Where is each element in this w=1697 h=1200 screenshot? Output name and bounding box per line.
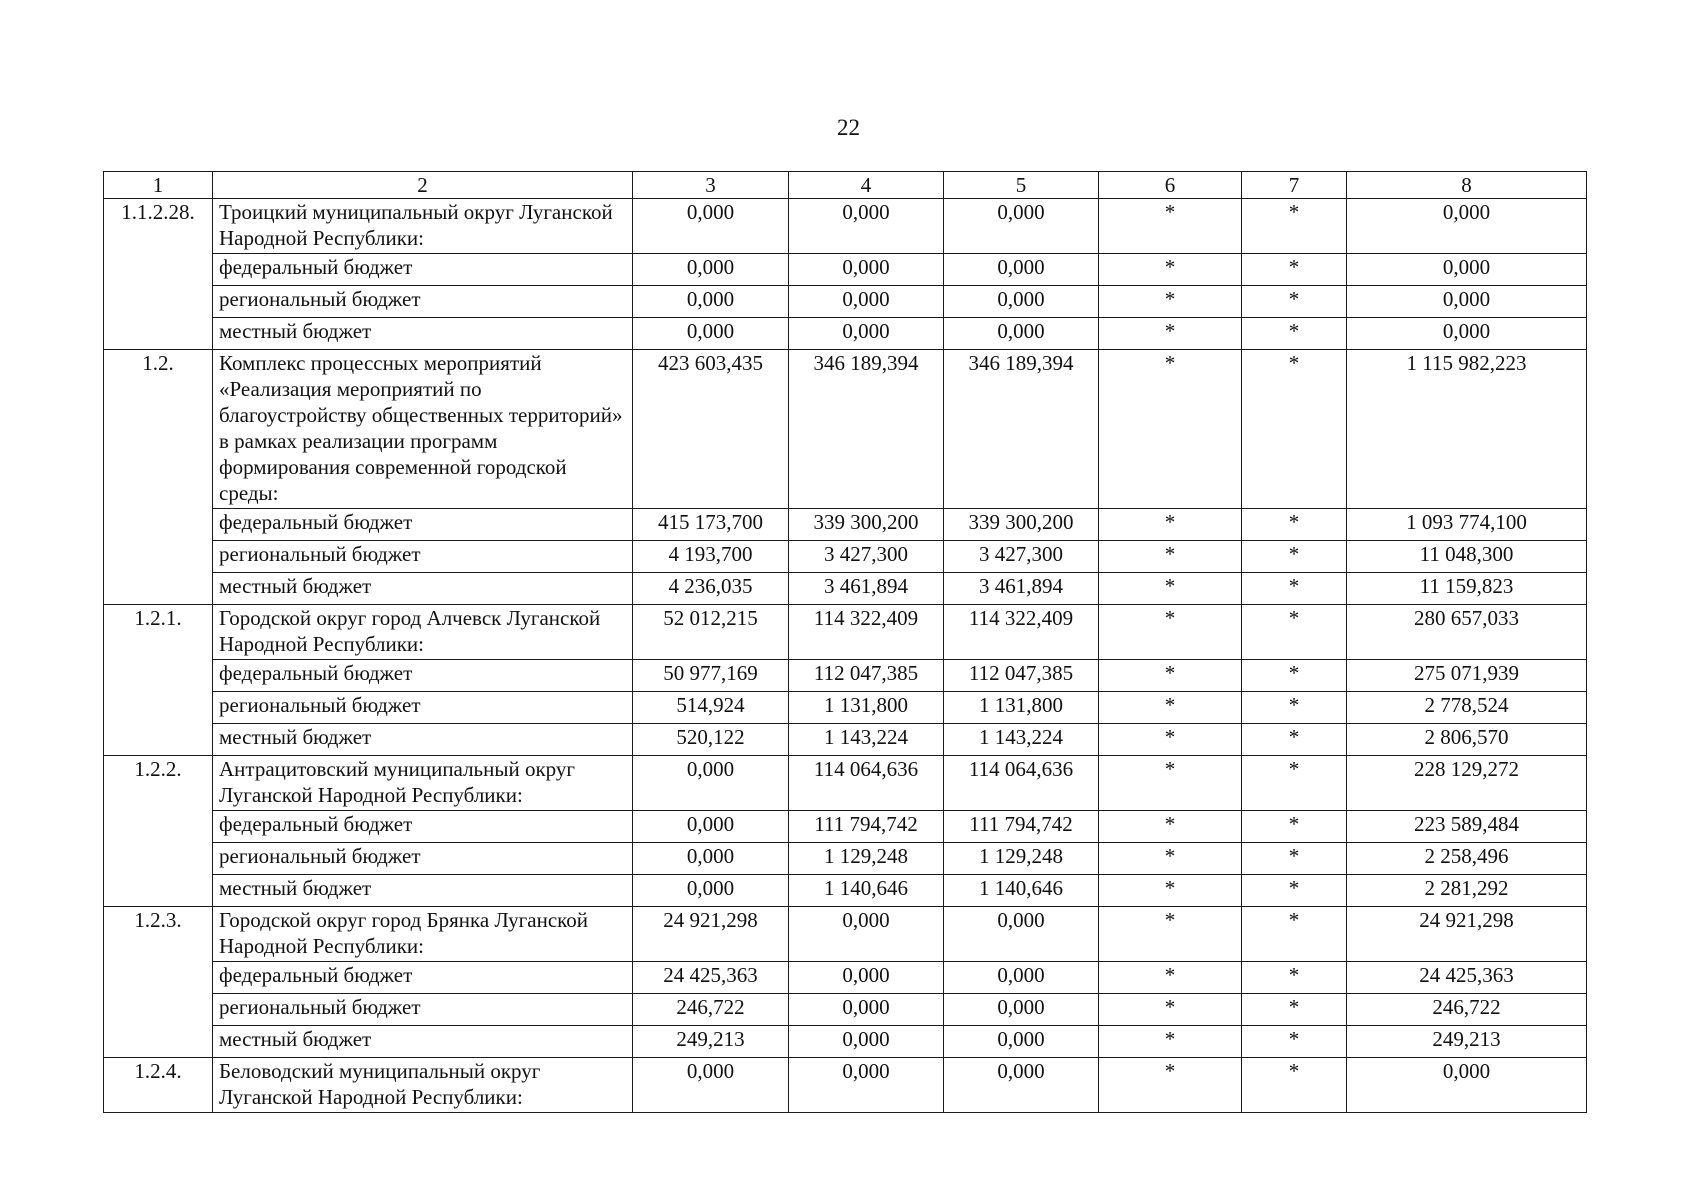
value-cell: * (1242, 199, 1347, 254)
total-cell: 1 115 982,223 (1347, 350, 1587, 509)
row-name: региональный бюджет (213, 541, 633, 573)
value-cell: 0,000 (633, 254, 789, 286)
column-header: 4 (789, 172, 944, 199)
table-row (104, 811, 1587, 843)
total-cell: 2 778,524 (1347, 692, 1587, 724)
value-cell: * (1099, 660, 1242, 692)
table-row (104, 843, 1587, 875)
table-row (104, 573, 1587, 605)
value-cell: 4 236,035 (633, 573, 789, 605)
value-cell: * (1242, 724, 1347, 756)
value-cell: 0,000 (944, 199, 1099, 254)
value-cell: 0,000 (789, 962, 944, 994)
value-cell: * (1099, 811, 1242, 843)
page-number: 22 (837, 115, 860, 140)
column-header: 1 (104, 172, 213, 199)
value-cell: 339 300,200 (944, 509, 1099, 541)
value-cell: * (1099, 286, 1242, 318)
row-name: региональный бюджет (213, 692, 633, 724)
total-cell: 0,000 (1347, 199, 1587, 254)
value-cell: 0,000 (789, 907, 944, 962)
table-row (104, 1026, 1587, 1058)
value-cell: 3 461,894 (789, 573, 944, 605)
value-cell: * (1099, 724, 1242, 756)
value-cell: * (1242, 994, 1347, 1026)
row-name: местный бюджет (213, 724, 633, 756)
value-cell: * (1242, 541, 1347, 573)
table-row (104, 605, 1587, 660)
row-name: федеральный бюджет (213, 962, 633, 994)
value-cell: 52 012,215 (633, 605, 789, 660)
total-cell: 0,000 (1347, 286, 1587, 318)
table-row (104, 318, 1587, 350)
value-cell: * (1242, 605, 1347, 660)
value-cell: 0,000 (944, 907, 1099, 962)
value-cell: 0,000 (789, 994, 944, 1026)
row-name: региональный бюджет (213, 994, 633, 1026)
total-cell: 1 093 774,100 (1347, 509, 1587, 541)
value-cell: 114 064,636 (789, 756, 944, 811)
row-name: Антрацитовский муниципальный округ Луганской Народной Республики: (213, 756, 633, 811)
value-cell: * (1099, 573, 1242, 605)
value-cell: * (1099, 962, 1242, 994)
column-number-row (104, 172, 1587, 199)
total-cell: 0,000 (1347, 318, 1587, 350)
value-cell: * (1099, 318, 1242, 350)
total-cell: 11 048,300 (1347, 541, 1587, 573)
value-cell: * (1099, 756, 1242, 811)
value-cell: 0,000 (633, 286, 789, 318)
value-cell: 0,000 (789, 286, 944, 318)
table-row (104, 199, 1587, 254)
value-cell: 0,000 (633, 875, 789, 907)
row-code: 1.1.2.28. (104, 199, 213, 350)
value-cell: * (1242, 318, 1347, 350)
value-cell: * (1099, 254, 1242, 286)
value-cell: 0,000 (633, 199, 789, 254)
value-cell: * (1099, 875, 1242, 907)
column-header: 2 (213, 172, 633, 199)
value-cell: 0,000 (944, 994, 1099, 1026)
value-cell: 0,000 (944, 254, 1099, 286)
value-cell: 1 129,248 (944, 843, 1099, 875)
row-code: 1.2. (104, 350, 213, 605)
row-code: 1.2.3. (104, 907, 213, 1058)
value-cell: * (1242, 286, 1347, 318)
value-cell: 0,000 (633, 811, 789, 843)
value-cell: 114 322,409 (789, 605, 944, 660)
total-cell: 2 806,570 (1347, 724, 1587, 756)
value-cell: * (1099, 350, 1242, 509)
column-header: 5 (944, 172, 1099, 199)
table-row (104, 660, 1587, 692)
value-cell: 246,722 (633, 994, 789, 1026)
value-cell: 423 603,435 (633, 350, 789, 509)
table-row (104, 254, 1587, 286)
value-cell: * (1242, 1026, 1347, 1058)
total-cell: 0,000 (1347, 1058, 1587, 1113)
value-cell: * (1242, 1058, 1347, 1113)
value-cell: 0,000 (944, 1058, 1099, 1113)
total-cell: 2 258,496 (1347, 843, 1587, 875)
column-header: 6 (1099, 172, 1242, 199)
table-row (104, 350, 1587, 509)
table-row (104, 541, 1587, 573)
value-cell: 3 427,300 (789, 541, 944, 573)
value-cell: 0,000 (789, 1026, 944, 1058)
value-cell: * (1242, 350, 1347, 509)
row-name: федеральный бюджет (213, 509, 633, 541)
total-cell: 11 159,823 (1347, 573, 1587, 605)
value-cell: * (1242, 811, 1347, 843)
total-cell: 223 589,484 (1347, 811, 1587, 843)
value-cell: 346 189,394 (789, 350, 944, 509)
value-cell: 0,000 (789, 254, 944, 286)
row-name: региональный бюджет (213, 843, 633, 875)
value-cell: 514,924 (633, 692, 789, 724)
value-cell: 3 427,300 (944, 541, 1099, 573)
value-cell: 1 143,224 (944, 724, 1099, 756)
value-cell: * (1099, 1026, 1242, 1058)
value-cell: 50 977,169 (633, 660, 789, 692)
value-cell: 0,000 (789, 199, 944, 254)
value-cell: 415 173,700 (633, 509, 789, 541)
value-cell: * (1242, 254, 1347, 286)
row-name: федеральный бюджет (213, 811, 633, 843)
value-cell: 4 193,700 (633, 541, 789, 573)
column-header: 3 (633, 172, 789, 199)
value-cell: 3 461,894 (944, 573, 1099, 605)
value-cell: 114 064,636 (944, 756, 1099, 811)
row-code: 1.2.4. (104, 1058, 213, 1113)
row-name: местный бюджет (213, 318, 633, 350)
row-name: Комплекс процессных мероприятий «Реализация мероприятий по благоустройству общественных территорий» в рамках реализации программ формирования современной городской среды: (213, 350, 633, 509)
row-name: Городской округ город Алчевск Луганской Народной Республики: (213, 605, 633, 660)
value-cell: * (1242, 843, 1347, 875)
row-name: местный бюджет (213, 875, 633, 907)
row-name: Беловодский муниципальный округ Луганской Народной Республики: (213, 1058, 633, 1113)
total-cell: 280 657,033 (1347, 605, 1587, 660)
value-cell: 111 794,742 (944, 811, 1099, 843)
value-cell: 0,000 (789, 318, 944, 350)
value-cell: * (1099, 605, 1242, 660)
value-cell: 339 300,200 (789, 509, 944, 541)
value-cell: 346 189,394 (944, 350, 1099, 509)
value-cell: 112 047,385 (789, 660, 944, 692)
value-cell: 24 425,363 (633, 962, 789, 994)
row-name: Городской округ город Брянка Луганской Народной Республики: (213, 907, 633, 962)
value-cell: 1 129,248 (789, 843, 944, 875)
column-header: 7 (1242, 172, 1347, 199)
value-cell: 24 921,298 (633, 907, 789, 962)
value-cell: * (1099, 541, 1242, 573)
table-row (104, 994, 1587, 1026)
column-header: 8 (1347, 172, 1587, 199)
row-name: Троицкий муниципальный округ Луганской Народной Республики: (213, 199, 633, 254)
table-row (104, 286, 1587, 318)
value-cell: * (1242, 907, 1347, 962)
value-cell: 1 131,800 (944, 692, 1099, 724)
table-row (104, 1058, 1587, 1113)
value-cell: 114 322,409 (944, 605, 1099, 660)
value-cell: 249,213 (633, 1026, 789, 1058)
value-cell: * (1099, 692, 1242, 724)
value-cell: * (1242, 756, 1347, 811)
total-cell: 0,000 (1347, 254, 1587, 286)
row-name: федеральный бюджет (213, 660, 633, 692)
table-row (104, 756, 1587, 811)
value-cell: 0,000 (944, 318, 1099, 350)
row-code: 1.2.1. (104, 605, 213, 756)
value-cell: 0,000 (633, 318, 789, 350)
value-cell: 1 140,646 (944, 875, 1099, 907)
row-name: федеральный бюджет (213, 254, 633, 286)
value-cell: 0,000 (944, 286, 1099, 318)
total-cell: 228 129,272 (1347, 756, 1587, 811)
value-cell: * (1242, 692, 1347, 724)
total-cell: 246,722 (1347, 994, 1587, 1026)
value-cell: 0,000 (789, 1058, 944, 1113)
total-cell: 24 921,298 (1347, 907, 1587, 962)
value-cell: 1 140,646 (789, 875, 944, 907)
value-cell: 0,000 (944, 1026, 1099, 1058)
value-cell: 112 047,385 (944, 660, 1099, 692)
total-cell: 249,213 (1347, 1026, 1587, 1058)
row-name: региональный бюджет (213, 286, 633, 318)
value-cell: * (1242, 660, 1347, 692)
value-cell: 520,122 (633, 724, 789, 756)
budget-table (103, 171, 1587, 1113)
value-cell: * (1099, 843, 1242, 875)
value-cell: * (1099, 907, 1242, 962)
total-cell: 24 425,363 (1347, 962, 1587, 994)
row-code: 1.2.2. (104, 756, 213, 907)
value-cell: * (1242, 573, 1347, 605)
value-cell: * (1242, 509, 1347, 541)
total-cell: 275 071,939 (1347, 660, 1587, 692)
value-cell: 1 131,800 (789, 692, 944, 724)
value-cell: 111 794,742 (789, 811, 944, 843)
value-cell: * (1099, 509, 1242, 541)
table-row (104, 907, 1587, 962)
value-cell: 0,000 (633, 843, 789, 875)
value-cell: * (1242, 875, 1347, 907)
value-cell: * (1242, 962, 1347, 994)
value-cell: * (1099, 199, 1242, 254)
table-row (104, 692, 1587, 724)
value-cell: * (1099, 994, 1242, 1026)
row-name: местный бюджет (213, 573, 633, 605)
value-cell: 0,000 (633, 756, 789, 811)
table-row (104, 875, 1587, 907)
row-name: местный бюджет (213, 1026, 633, 1058)
table-row (104, 962, 1587, 994)
value-cell: * (1099, 1058, 1242, 1113)
total-cell: 2 281,292 (1347, 875, 1587, 907)
value-cell: 0,000 (944, 962, 1099, 994)
value-cell: 1 143,224 (789, 724, 944, 756)
table-row (104, 509, 1587, 541)
value-cell: 0,000 (633, 1058, 789, 1113)
table-row (104, 724, 1587, 756)
